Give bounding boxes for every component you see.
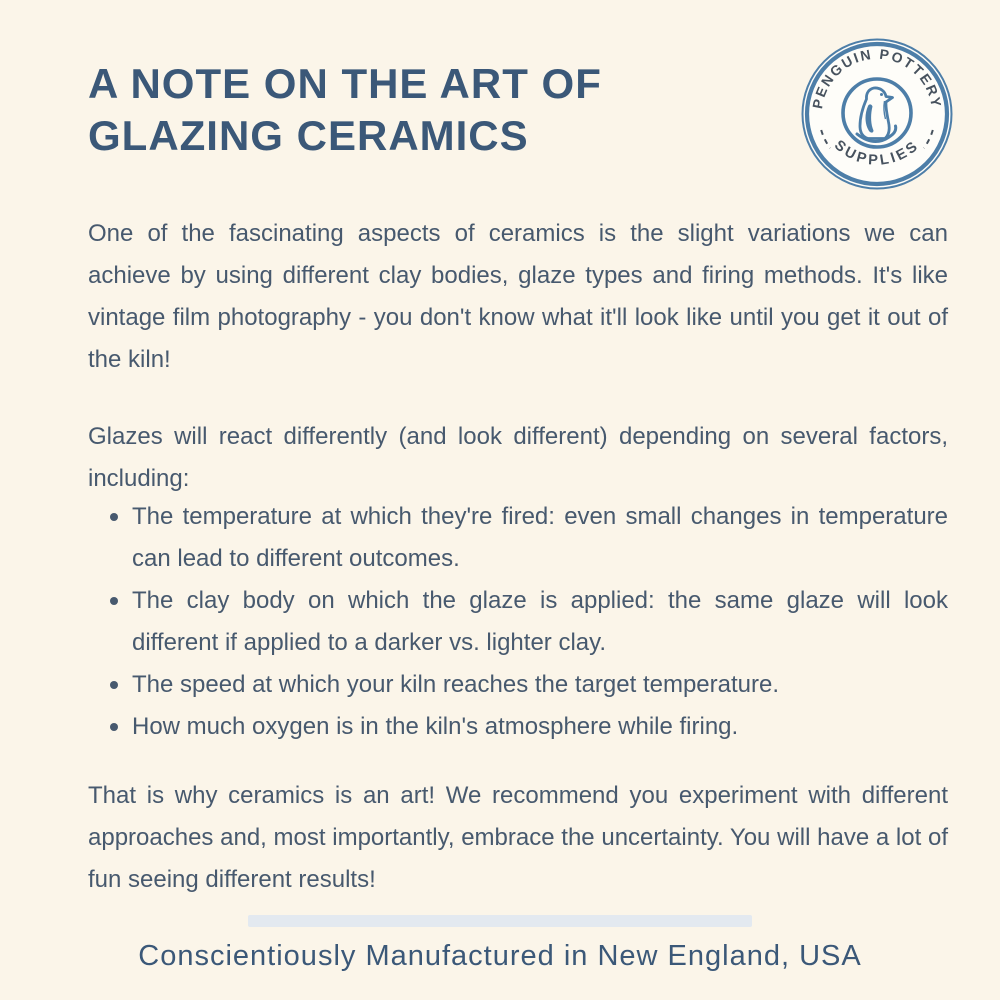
factors-list: [88, 496, 948, 748]
logo-bottom-text: SUPPLIES: [831, 137, 923, 169]
penguin-pottery-logo: [797, 34, 957, 194]
footer-text: Conscientiously Manufactured in New England, USA: [138, 940, 862, 972]
footer-divider: [248, 915, 752, 927]
list-item: The clay body on which the glaze is applied: the same glaze will look different if applied to a darker vs. lighter clay.: [88, 580, 948, 664]
page-title-line-2: GLAZING CERAMICS: [88, 112, 529, 159]
factors-intro-paragraph: Glazes will react differently (and look different) depending on several factors, including:: [88, 423, 948, 492]
list-item: How much oxygen is in the kiln's atmosphere while firing.: [88, 706, 948, 748]
list-item: The speed at which your kiln reaches the target temperature.: [88, 664, 948, 706]
page-title: [88, 58, 602, 162]
list-item: The temperature at which they're fired: even small changes in temperature can lead to different outcomes.: [88, 496, 948, 580]
logo-top-text: PENGUIN POTTERY: [809, 45, 945, 110]
closing-paragraph: That is why ceramics is an art! We recommend you experiment with different approaches and, most importantly, embrace the uncertainty. You will have a lot of fun seeing different results!: [88, 782, 948, 893]
intro-paragraph: One of the fascinating aspects of ceramics is the slight variations we can achieve by using different clay bodies, glaze types and firing methods. It's like vintage film photography - you don't know what it'll look like until you get it out of the kiln!: [88, 220, 948, 373]
page-title-line-1: A NOTE ON THE ART OF: [88, 60, 602, 107]
